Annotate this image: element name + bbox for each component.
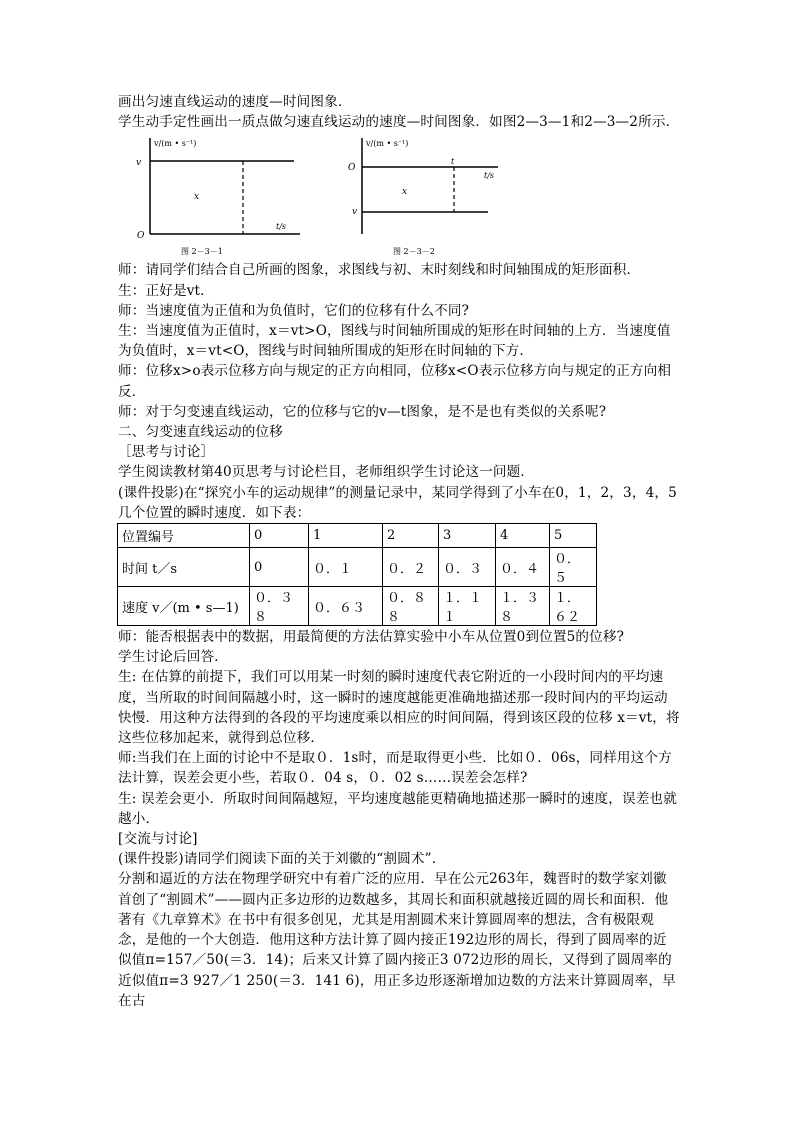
section-heading: 二、匀变速直线运动的位移: [118, 424, 283, 441]
table-cell: 位置编号: [118, 524, 250, 548]
paragraph-20: 分割和逼近的方法在物理学研究中有着广泛的应用．早在公元263年，魏晋时的数学家刘徽首创了“割圆术”——圆内正多边形的边数越多，其周长和面积就越接近圆的周长和面积．他著有《九章算术》在书中有很多创见，尤其是用割圆术来计算圆周率的想法，含有极限观念，是他的一个大创造．他用这种方法计算了圆内接正192边形的周长，得到了圆周率的近似值π=157／50(＝3．14)；后来又计算了圆内接正3 072边形的周长，又得到了圆周率的近似值π=3 927／1 250(＝3．141 6)，用正多边形逐渐增加边数的方法来计算圆周率，早在古: [118, 871, 676, 1009]
figure-row: [118, 134, 680, 260]
paragraph-18: [交流与讨论]: [118, 831, 198, 848]
paragraph-10: ［思考与讨论］: [118, 444, 215, 461]
speed-table: [117, 523, 597, 626]
table-row: [118, 524, 597, 548]
table-cell: ０．４: [496, 548, 550, 587]
table-cell: ０．８８: [383, 587, 439, 626]
figure-2-3-1: [126, 134, 306, 262]
table-cell: 5: [550, 524, 597, 548]
fig1-v-axis-label: v/(m • s⁻¹): [154, 139, 197, 149]
fig2-t-axis-label: t/s: [484, 171, 495, 181]
fig1-o-label: O: [137, 231, 145, 242]
paragraph-8: 师：对于匀变速直线运动，它的位移与它的v—t图象，是不是也有类似的关系呢?: [118, 403, 607, 420]
table-cell: 4: [496, 524, 550, 548]
paragraph-19: (课件投影)请同学们阅读下面的关于刘徽的“割圆术”．: [118, 851, 446, 868]
paragraph-1: 画出匀速直线运动的速度—时间图象．: [118, 94, 352, 110]
table-cell: １．１１: [439, 587, 496, 626]
table-cell: １．３８: [496, 587, 550, 626]
table-cell: ０．３８: [250, 587, 309, 626]
paragraph-12: (课件投影)在“探究小车的运动规律”的测量记录中，某同学得到了小车在0，1，2，3，4，5几个位置的瞬时速度．如下表：: [118, 484, 677, 521]
paragraph-3: 师：请同学们结合自己所画的图象，求图线与初、末时刻线和时间轴围成的矩形面积．: [118, 262, 641, 279]
paragraph-4: 生：正好是vt．: [118, 282, 214, 299]
document-page: [118, 92, 680, 1011]
paragraph-6: 生：当速度值为正值时，x＝vt>O，图线与时间轴所围成的矩形在时间轴的上方．当速度值为负值时，x＝vt<O，图线与时间轴所围成的矩形在时间轴的下方．: [118, 323, 671, 360]
paragraph-2: 学生动手定性画出一质点做匀速直线运动的速度—时间图象．如图2—3—1和2—3—2所示．: [118, 114, 680, 131]
paragraph-13: 师：能否根据表中的数据，用最简便的方法估算实验中小车从位置0到位置5的位移?: [118, 629, 625, 646]
paragraph-17: 生: 误差会更小．所取时间间隔越短，平均速度越能更精确地描述那一瞬时的速度，误差也就越小．: [118, 790, 677, 827]
fig2-x-label: x: [402, 187, 408, 198]
fig2-v-label: v: [352, 207, 358, 218]
table-cell: １．６２: [550, 587, 597, 626]
table-cell: ０．２: [383, 548, 439, 587]
figure-2-3-2: [338, 134, 518, 262]
fig1-x-label: x: [194, 192, 200, 203]
table-cell: ０．３: [439, 548, 496, 587]
paragraph-16: 师:当我们在上面的讨论中不是取０．1s时，而是取得更小些．比如０．06s，同样用这个方法计算，误差会更小些，若取０．04 s，０．02 s……误差会怎样?: [118, 750, 672, 787]
table-cell: 0: [250, 524, 309, 548]
fig2-t-label: t: [451, 157, 455, 167]
paragraph-14: 学生讨论后回答．: [118, 649, 228, 666]
table-cell: 速度 v／(m • s—1): [118, 587, 250, 626]
fig2-o-label: O: [348, 163, 356, 174]
paragraph-5: 师：当速度值为正值和为负值时，它们的位移有什么不同?: [118, 302, 470, 319]
table-cell: 0: [250, 548, 309, 587]
table-row: [118, 587, 597, 626]
table-cell: ０．６３: [309, 587, 383, 626]
fig2-caption: 图 2－3－2: [393, 247, 435, 257]
table-cell: 时间 t／s: [118, 548, 250, 587]
fig1-t-label: t/s: [276, 222, 287, 232]
table-cell: 1: [309, 524, 383, 548]
table-cell: ０．５: [550, 548, 597, 587]
paragraph-11: 学生阅读教材第40页思考与讨论栏目，老师组织学生讨论这一问题．: [118, 464, 535, 481]
table-cell: ０．１: [309, 548, 383, 587]
fig1-v-label: v: [136, 158, 142, 169]
fig2-v-axis-label: v/(m • s⁻¹): [366, 139, 409, 149]
fig1-caption: 图 2－3－1: [181, 247, 223, 257]
table-cell: 2: [383, 524, 439, 548]
table-cell: 3: [439, 524, 496, 548]
table-row: [118, 548, 597, 587]
paragraph-7: 师：位移x>o表示位移方向与规定的正方向相同，位移x<O表示位移方向与规定的正方向相反．: [118, 363, 672, 400]
paragraph-15: 生: 在估算的前提下，我们可以用某一时刻的瞬时速度代表它附近的一小段时间内的平均速度，当所取的时间间隔越小时，这一瞬时的速度越能更准确地描述那一段时间内的平均运动快慢．用这种方法得到的各段的平均速度乘以相应的时间间隔，得到该区段的位移 x＝vt，将这些位移加起来，就得到总位移．: [118, 669, 680, 747]
